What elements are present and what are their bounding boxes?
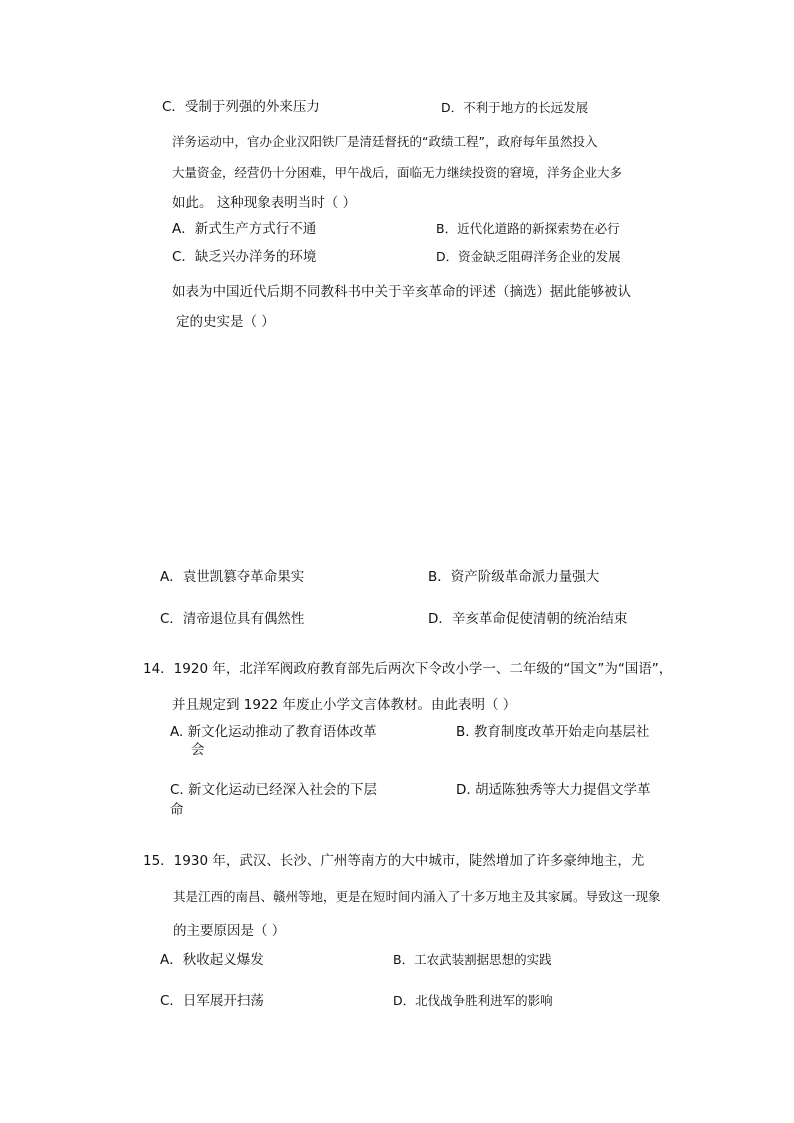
q13-option-c: C．清帝退位具有偶然性 — [160, 611, 305, 627]
q12-stem-line1: 洋务运动中，官办企业汉阳铁厂是清廷督抚的“政绩工程”，政府每年虽然投入 — [172, 134, 598, 149]
q14-option-d-continued: 命 — [170, 802, 184, 818]
omitted-table-area — [160, 340, 660, 555]
q14-stem-line1: 14．1920 年，北洋军阀政府教育部先后两次下令改小学一、二年级的“国文”为“国语”， — [143, 661, 673, 677]
q15-stem-line2: 其是江西的南昌、赣州等地，更是在短时间内涌入了十多万地主及其家属。导致这一现象 — [173, 889, 661, 904]
q12-option-b: B．近代化道路的新探索势在必行 — [436, 221, 620, 236]
q14-option-c: C. 新文化运动已经深入社会的下层 — [170, 782, 378, 798]
q15-option-c: C．日军展开扫荡 — [160, 993, 264, 1009]
prev-option-c: C．受制于列强的外来压力 — [162, 99, 320, 115]
q12-option-c: C．缺乏兴办洋务的环境 — [172, 249, 317, 265]
q14-stem-line2: 并且规定到 1922 年废止小学文言体教材。由此表明（ ） — [172, 697, 517, 713]
q12-stem-line3: 如此。 这种现象表明当时（ ） — [172, 195, 357, 211]
q14-option-a: A. 新文化运动推动了教育语体改革 — [170, 724, 377, 740]
q14-option-d: D. 胡适陈独秀等大力提倡文学革 — [456, 782, 651, 798]
q13-stem-line1: 如表为中国近代后期不同教科书中关于辛亥革命的评述（摘选）据此能够被认 — [172, 284, 631, 300]
q15-option-a: A．秋收起义爆发 — [160, 952, 264, 968]
q13-option-d: D．辛亥革命促使清朝的统治结束 — [428, 611, 628, 627]
q13-option-b: B．资产阶级革命派力量强大 — [428, 569, 600, 585]
q13-option-a: A．袁世凯篡夺革命果实 — [160, 569, 305, 585]
q14-option-b: B. 教育制度改革开始走向基层社 — [456, 724, 650, 740]
q12-stem-line2: 大量资金，经营仍十分困难，甲午战后，面临无力继续投资的窘境，洋务企业大多 — [172, 165, 623, 180]
q15-stem-line3: 的主要原因是（ ） — [173, 923, 286, 939]
q12-option-d: D．资金缺乏阻碍洋务企业的发展 — [436, 249, 621, 264]
q15-option-d: D．北伐战争胜利进军的影响 — [393, 993, 553, 1008]
q12-option-a: A．新式生产方式行不通 — [172, 221, 317, 237]
prev-option-d: D．不利于地方的长远发展 — [441, 100, 589, 115]
q15-option-b: B．工农武装割据思想的实践 — [393, 952, 552, 967]
q14-option-b-continued: 会 — [191, 742, 205, 758]
q15-stem-line1: 15．1930 年，武汉、长沙、广州等南方的大中城市，陡然增加了许多豪绅地主，尤 — [143, 853, 645, 869]
q13-stem-line2: 定的史实是（ ） — [176, 314, 275, 330]
